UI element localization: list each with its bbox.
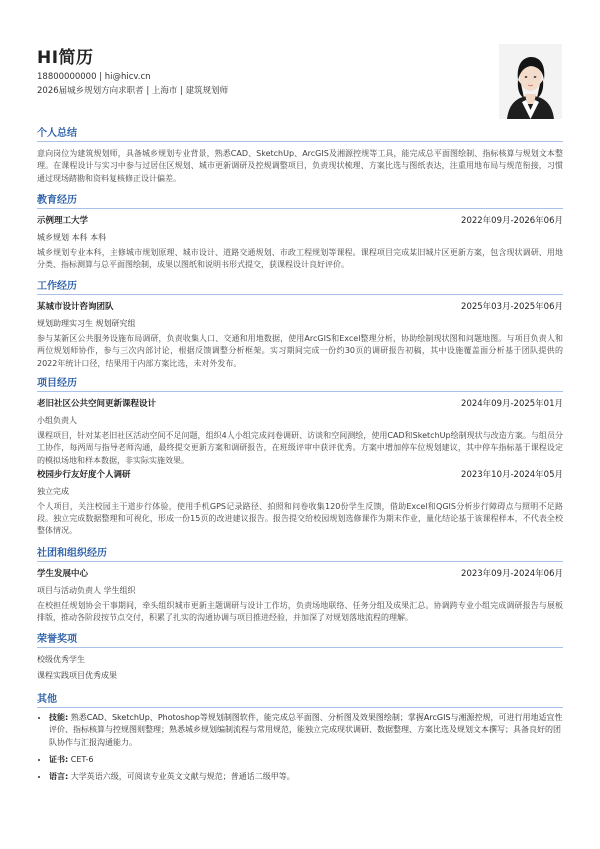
skills-item [49,712,563,749]
section-divider [37,707,563,708]
projects-section [37,377,563,538]
section-divider [37,391,563,392]
section-divider [37,561,563,562]
summary-section [37,127,563,185]
avatar-portrait-icon [499,44,562,119]
honors-title: 荣誉奖项 [37,634,77,645]
section-divider [37,294,563,295]
education-title: 教育经历 [37,195,77,206]
social-desc: 在校担任规划协会干事期间，牵头组织城市更新主题调研与设计工作坊，负责场地联络、任务分组及成果汇总。协调跨专业小组完成调研报告与展板排版，推动各阶段按节点交付，积累了扎实的沟通协调与项目推进经验，并加深了对规划落地流程的理解。 [37,601,563,623]
honor-item: 课程实践项目优秀成果 [37,671,117,680]
contact-block [37,70,228,98]
honor-item: 校级优秀学生 [37,655,85,664]
education-major: 城乡规划 本科 本科 [37,233,107,242]
project-date: 2023年10月-2024年05月 [461,469,563,480]
language-text: 大学英语六级，可阅读专业英文文献与规范；普通话二级甲等。 [70,772,295,782]
others-list [37,712,563,783]
language-item [49,771,563,783]
project-role: 独立完成 [37,486,69,496]
project-date: 2024年09月-2025年01月 [461,399,563,409]
project-header [37,469,563,481]
social-role: 项目与活动负责人 学生组织 [37,586,136,595]
education-desc: 城乡规划专业本科，主修城市规划原理、城市设计、道路交通规划、市政工程规划等课程。课程项目完成某旧城片区更新方案，包含现状调研、用地分类、指标测算与总平面图绘制，成果以图纸和说明书形式提交，获课程设计良好评价。 [37,248,563,270]
summary-title: 个人总结 [37,128,77,139]
section-divider [37,208,563,209]
social-header [37,568,563,580]
project-desc: 个人项目，关注校园主干道步行体验，使用手机GPS记录路径、拍照和问卷收集120份学生反馈，借助Excel和QGIS分析步行障碍点与照明不足路段。独立完成数据整理和可视化，形成一份15页的改进建议报告。报告提交给校园规划选修课作为期末作业，量化结论基于该课程样本，不代表全校整体情况。 [37,501,563,536]
project-header [37,398,563,410]
work-title: 工作经历 [37,281,77,292]
organization-name: 学生发展中心 [37,569,89,579]
others-title: 其他 [37,694,57,705]
school-name: 示例理工大学 [37,216,89,226]
education-section [37,194,563,272]
certificate-label: 证书: [49,754,69,764]
summary-text: 意向岗位为建筑规划师，具备城乡规划专业背景，熟悉CAD、SketchUp、ArcGIS及湘源控规等工具，能完成总平面图绘制、指标核算与规划文本整理。在课程设计与实习中参与过居住区规划、城市更新调研及控规调整项目，负责现状梳理、方案比选与图纸表达，注重用地布局与规范衔接，习惯通过现场踏勘和资料复核修正设计偏差。 [37,149,563,183]
work-desc: 参与某新区公共服务设施布局调研，负责收集人口、交通和用地数据，使用ArcGIS和Excel整理分析，协助绘制现状图和问题地图。与项目负责人和两位规划师协作，参与三次内部讨论，根据反馈调整分析框架。实习期间完成一份约30页的调研报告初稿，其中设施覆盖面分析基于团队提供的2022年统计口径，结果用于内部方案比选，未对外发布。 [37,334,563,368]
honors-section [37,633,563,682]
profile-photo [499,44,562,119]
project-desc: 课程项目，针对某老旧社区活动空间不足问题，组织4人小组完成问卷调研、访谈和空间测绘，使用CAD和SketchUp绘制现状与改造方案。与组员分工协作，每两周与指导老师沟通，最终提交更新方案和调研报告，在班级评审中获评优秀。方案中增加停车位规划建议，其中停车指标基于课程设定的模拟场地和样本数据，非实际实施效果。 [37,431,563,465]
project-name: 校园步行友好度个人调研 [37,469,131,480]
candidate-name: HI简历 [37,48,94,68]
certificate-item [49,754,563,766]
job-intention: 2026届城乡规划方向求职者 | 上海市 | 建筑规划师 [37,86,229,96]
education-date: 2022年09月-2026年06月 [461,216,563,226]
projects-title: 项目经历 [37,378,77,389]
education-header [37,215,563,227]
social-title: 社团和组织经历 [37,548,107,559]
social-date: 2023年09月-2024年06月 [461,569,563,579]
project-name: 老旧社区公共空间更新课程设计 [37,399,157,409]
company-name: 某城市设计咨询团队 [37,302,114,312]
certificate-text: CET-6 [70,754,94,764]
work-role: 规划助理实习生 规划研究组 [37,319,136,328]
section-divider [37,141,563,142]
work-date: 2025年03月-2025年06月 [461,302,563,312]
skills-text: 熟悉CAD、SketchUp、Photoshop等规划制图软件，能完成总平面图、分析图及效果图绘制；掌握ArcGIS与湘源控规，可进行用地适宜性评价、指标核算与控规图则整理；熟悉城乡规划编制流程与常用规范，能独立完成现状调研、数据整理、方案比选及规划文本撰写；具备良好的团队协作与汇报沟通能力。 [49,713,563,747]
social-section [37,547,563,625]
project-role: 小组负责人 [37,416,77,425]
others-section [37,693,563,788]
contact-info: 18800000000 | hi@hicv.cn [37,72,151,82]
work-header [37,301,563,313]
work-section [37,280,563,370]
skills-label: 技能: [49,713,69,722]
section-divider [37,647,563,648]
language-label: 语言: [49,772,69,782]
